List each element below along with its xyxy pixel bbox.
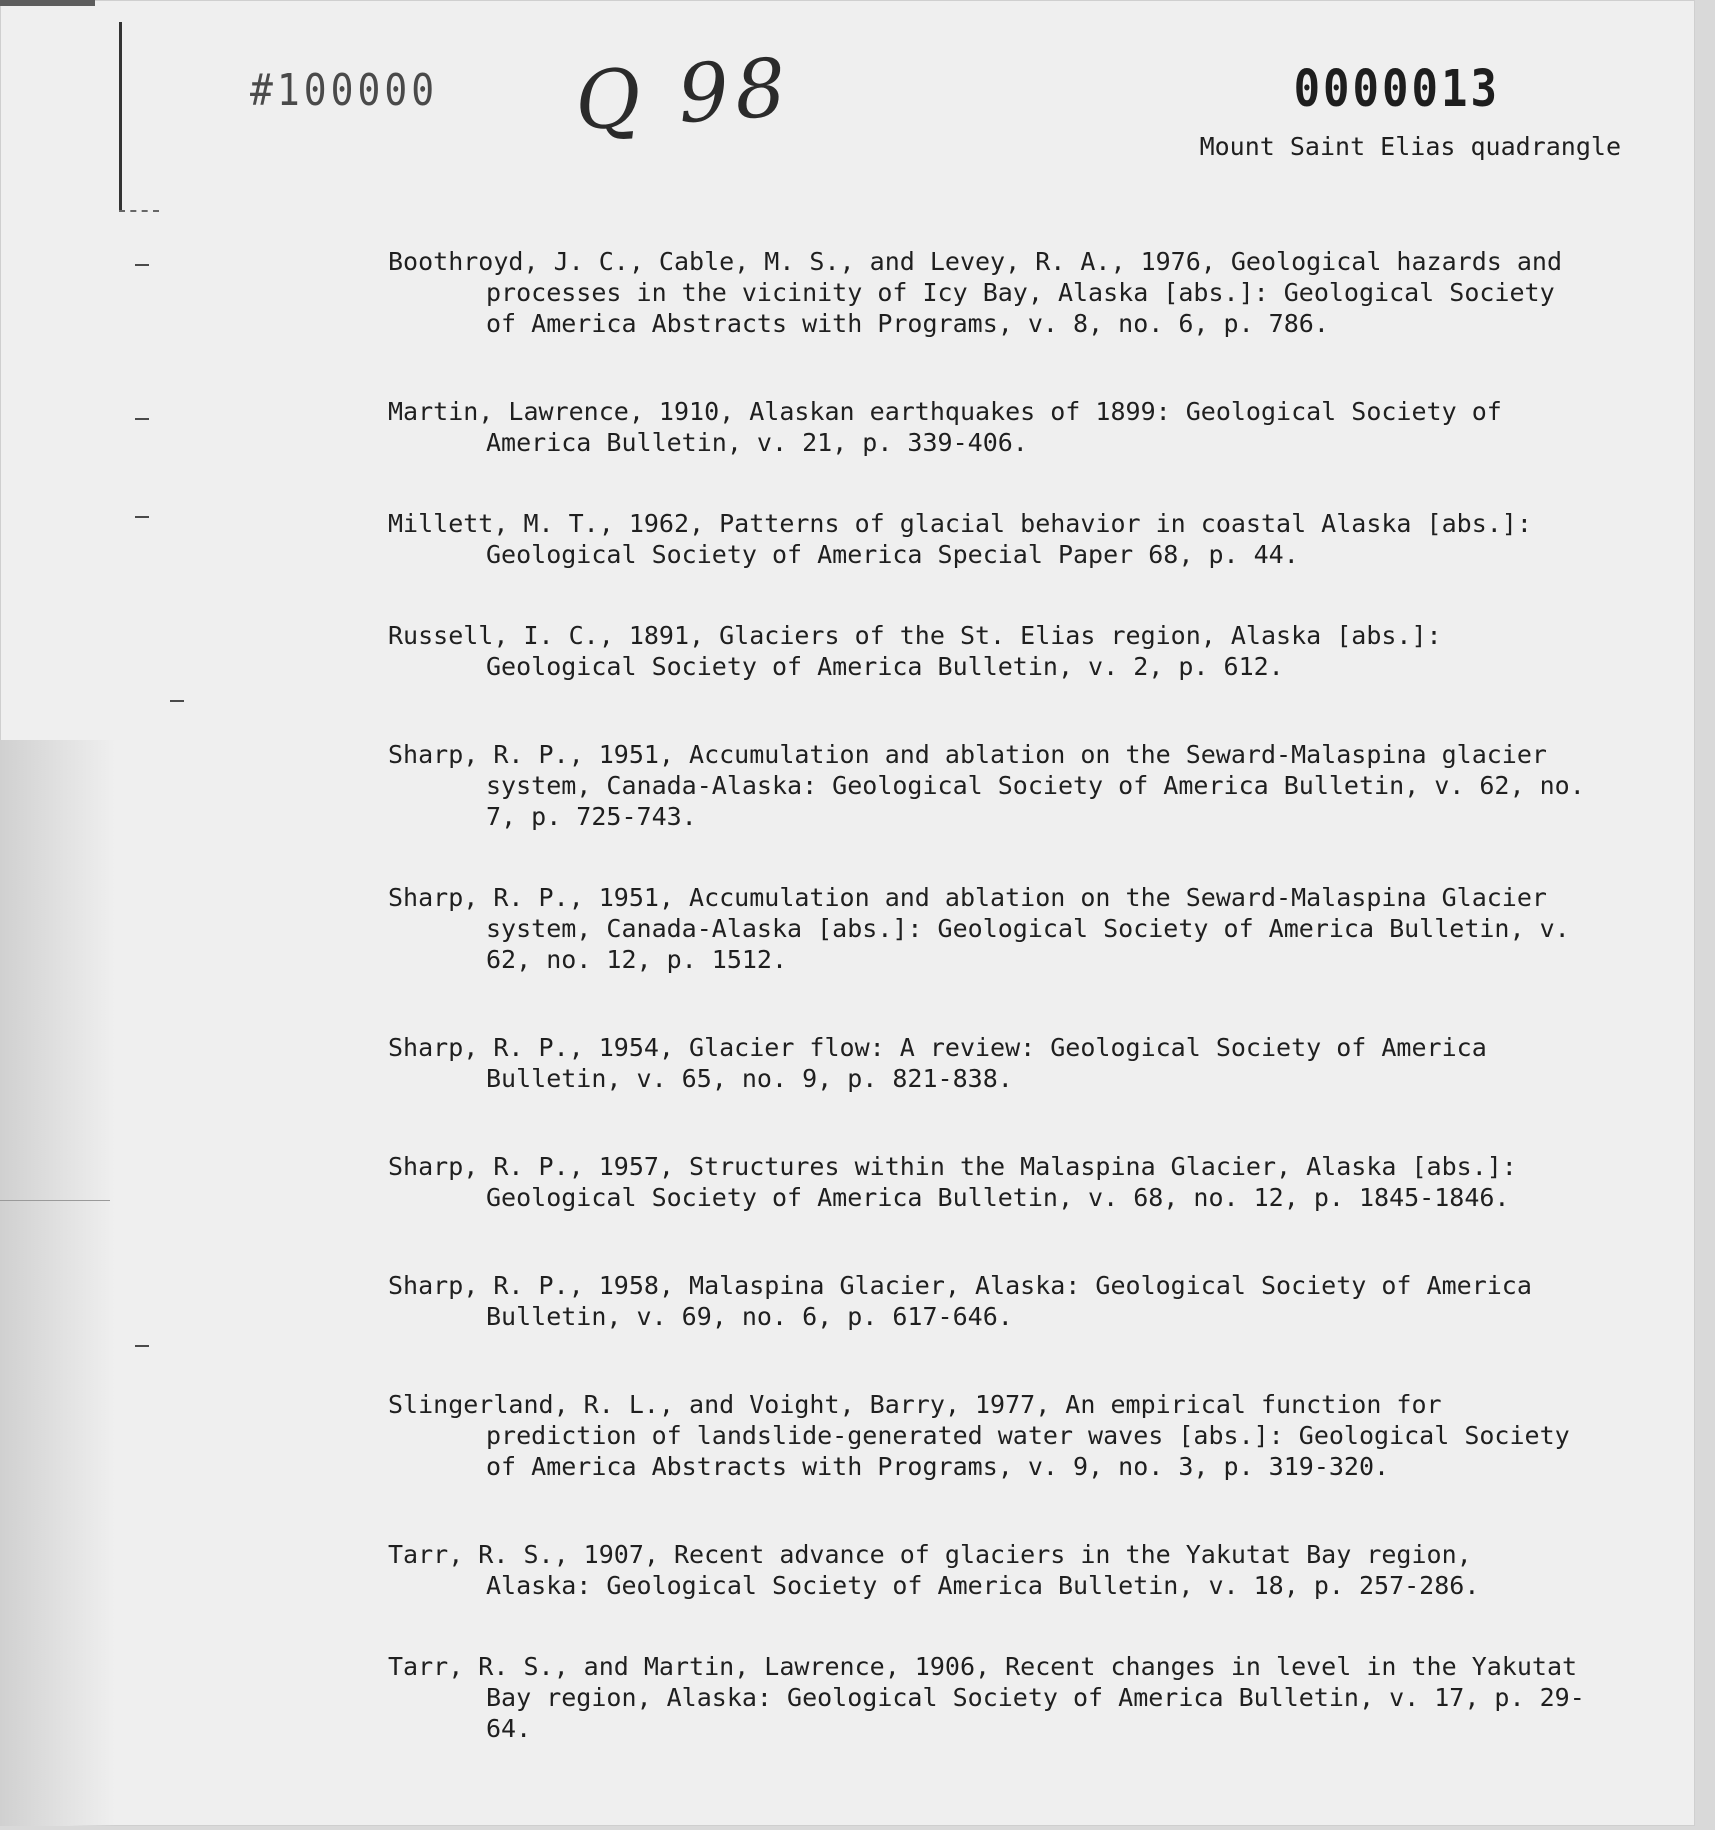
margin-tick: [135, 1345, 149, 1347]
margin-tick: [135, 516, 149, 518]
reference-entry: Tarr, R. S., 1907, Recent advance of glaciers in the Yakutat Bay region, Alaska: Geological Society of America Bulletin, v. 18, p. 257-286.: [388, 1540, 1480, 1600]
margin-tick: [170, 700, 184, 702]
reference-entry: Sharp, R. P., 1958, Malaspina Glacier, Alaska: Geological Society of America Bulletin, v. 69, no. 6, p. 617-646.: [388, 1271, 1532, 1331]
reference-list: [388, 246, 1588, 1744]
scan-edge-mark: [0, 0, 95, 6]
reference-entry: Tarr, R. S., and Martin, Lawrence, 1906, Recent changes in level in the Yakutat Bay region, Alaska: Geological Society of America Bulletin, v. 17, p. 29-64.: [388, 1652, 1585, 1743]
margin-tick: [135, 418, 149, 420]
reference-entry: Boothroyd, J. C., Cable, M. S., and Levey, R. A., 1976, Geological hazards and processes in the vicinity of Icy Bay, Alaska [abs.]: Geological Society of America Abstracts with Programs, v. 8, no. 6, p. 786.: [388, 247, 1562, 338]
reference-entry: Sharp, R. P., 1951, Accumulation and ablation on the Seward-Malaspina glacier system, Canada-Alaska: Geological Society of America Bulletin, v. 62, no. 7, p. 725-743.: [388, 740, 1585, 831]
quadrangle-title: Mount Saint Elias quadrangle: [1199, 132, 1621, 161]
reference-entry: Sharp, R. P., 1954, Glacier flow: A review: Geological Society of America Bulletin, v. 65, no. 9, p. 821-838.: [388, 1033, 1487, 1093]
document-number: 0000013: [1293, 60, 1500, 119]
margin-dashes: [119, 210, 159, 212]
fold-line: [0, 1200, 110, 1201]
reference-entry: Millett, M. T., 1962, Patterns of glacial behavior in coastal Alaska [abs.]: Geological Society of America Special Paper 68, p. 44.: [388, 509, 1532, 569]
reference-entry: Martin, Lawrence, 1910, Alaskan earthquakes of 1899: Geological Society of America Bulletin, v. 21, p. 339-406.: [388, 397, 1502, 457]
handwritten-note: Q 98: [572, 40, 795, 149]
margin-bar: [119, 22, 122, 210]
reference-entry: Slingerland, R. L., and Voight, Barry, 1977, An empirical function for prediction of landslide-generated water waves [abs.]: Geological Society of America Abstracts with Programs, v. 9, no. 3, p. 319-320.: [388, 1390, 1570, 1481]
scan-shadow: [0, 740, 115, 1826]
reference-entry: Russell, I. C., 1891, Glaciers of the St. Elias region, Alaska [abs.]: Geological Society of America Bulletin, v. 2, p. 612.: [388, 621, 1442, 681]
reference-entry: Sharp, R. P., 1951, Accumulation and ablation on the Seward-Malaspina Glacier system, Canada-Alaska [abs.]: Geological Society of America Bulletin, v. 62, no. 12, p. 1512.: [388, 883, 1570, 974]
margin-tick: [135, 264, 149, 266]
reference-entry: Sharp, R. P., 1957, Structures within the Malaspina Glacier, Alaska [abs.]: Geological Society of America Bulletin, v. 68, no. 12, p. 1845-1846.: [388, 1152, 1517, 1212]
serial-stamp: #100000: [250, 64, 439, 116]
